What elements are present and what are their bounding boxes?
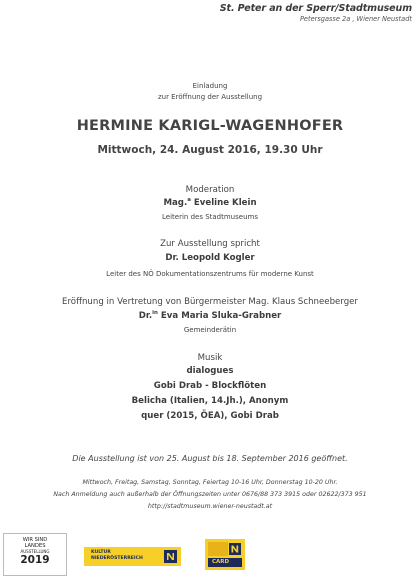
appointment-info: Nach Anmeldung auch außerhalb der Öffnungszeiten unter 0676/88 373 3915 oder 02622/373 951 (53, 491, 367, 498)
exhibition-dates: Die Ausstellung ist von 25. August bis 18. September 2016 geöffnet. (72, 454, 348, 463)
speaker-role: Leiter des NÖ Dokumentationszentrums für moderne Kunst (106, 270, 314, 278)
header (220, 3, 412, 23)
museum-url: http://stadtmuseum.wiener-neustadt.at (147, 503, 273, 510)
music-ensemble: dialogues (186, 366, 234, 376)
exhibition-title: HERMINE KARIGL-WAGENHOFER (76, 118, 344, 134)
music-piece-2: quer (2015, ÖEA), Gobi Drab (141, 411, 279, 421)
music-label: Musik (197, 353, 223, 363)
noe-emblem-icon (164, 550, 177, 563)
music-performer: Gobi Drab - Blockflöten (153, 381, 267, 391)
niederoesterreich-card-logo (205, 539, 245, 570)
moderation-label: Moderation (185, 185, 235, 195)
organization-address: Petersgasse 2a , Wiener Neustadt (299, 15, 412, 23)
opening-name: Dr.$^{in}$ Eva Maria Sluka-Grabner (138, 310, 282, 321)
landesausstellung-2019-badge: WIR SIND LANDES AUSSTELLUNG 2019 (3, 533, 67, 576)
speaker-name: Dr. Leopold Kogler (165, 253, 255, 263)
moderator-role: Leiterin des Stadtmuseums (162, 213, 258, 221)
invitation-line: Einladung (192, 82, 228, 90)
opening-hours: Mittwoch, Freitag, Samstag, Sonntag, Feiertag 10-16 Uhr, Donnerstag 10-20 Uhr. (82, 479, 338, 486)
opening-role: Gemeinderätin (183, 326, 237, 334)
invitation-subline: zur Eröffnung der Ausstellung (157, 93, 263, 101)
event-date: Mittwoch, 24. August 2016, 19.30 Uhr (97, 144, 323, 156)
moderator-name: Mag.$^a$ Eveline Klein (163, 197, 257, 208)
organization-name: St. Peter an der Sperr/Stadtmuseum (219, 3, 412, 14)
speaker-label: Zur Ausstellung spricht (160, 239, 260, 249)
kultur-niederoesterreich-logo: KULTUR NIEDERÖSTERREICH (84, 547, 181, 566)
opening-label: Eröffnung in Vertretung von Bürgermeister Mag. Klaus Schneeberger (62, 297, 358, 307)
music-piece-1: Belicha (Italien, 14.Jh.), Anonym (131, 396, 289, 406)
card-label: CARD (212, 559, 230, 565)
sponsor-logos (0, 531, 420, 577)
